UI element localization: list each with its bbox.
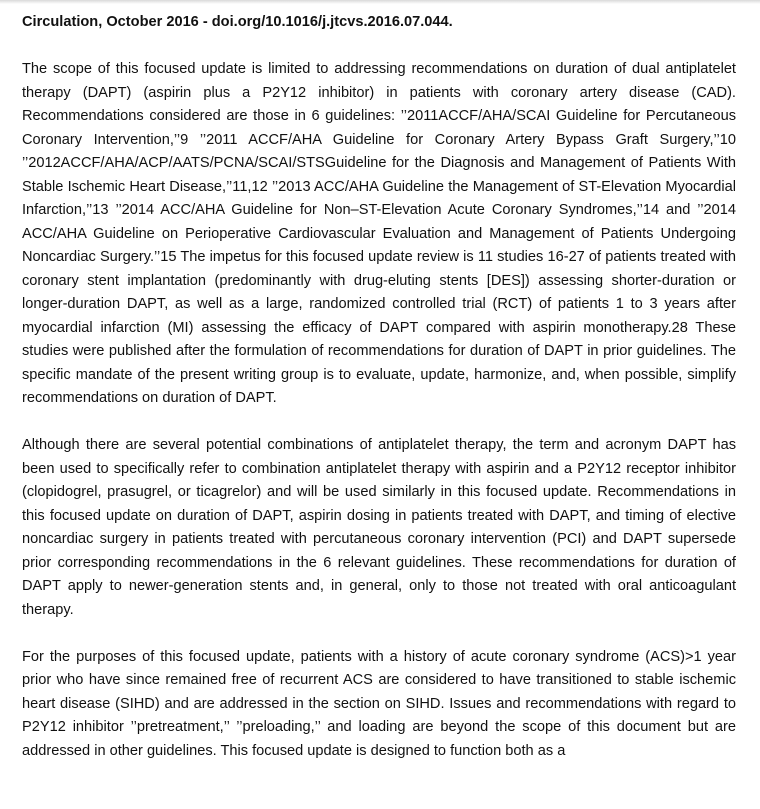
paragraph-scope: The scope of this focused update is limited to addressing recommendations on duration of dual antiplatelet therapy (DAPT) (aspirin plus a P2Y12 inhibitor) in patients with coronary artery disease (CAD). Recommendations considered are those in 6 guidelines: ’’2011ACCF/AHA/SCAI Guideline for Percutaneous Coronary Intervention,’’9 ’’2011 ACCF/AHA Guideline for Coronary Artery Bypass Graft Surgery,’’10 ’’2012ACCF/AHA/ACP/AATS/PCNA/SCAI/STSGuideline for the Diagnosis and Management of Patients With Stable Ischemic Heart Disease,’’11,12 ’’2013 ACC/AHA Guideline the Management of ST-Elevation Myocardial Infarction,’’13 ’’2014 ACC/AHA Guideline for Non–ST-Elevation Acute Coronary Syndromes,’’14 and ’’2014 ACC/AHA Guideline on Perioperative Cardiovascular Evaluation and Management of Patients Undergoing Noncardiac Surgery.’’15 The impetus for this focused update review is 11 studies 16-27 of patients treated with coronary stent implantation (predominantly with drug-eluting stents [DES]) assessing shorter-duration or longer-duration DAPT, as well as a large, randomized controlled trial (RCT) of patients 1 to 3 years after myocardial infarction (MI) assessing the efficacy of DAPT compared with aspirin monotherapy.28 These studies were published after the formulation of recommendations for duration of DAPT in prior guidelines. The specific mandate of the present writing group is to evaluate, update, harmonize, and, when possible, simplify recommendations on duration of DAPT. <box>22 61 736 406</box>
top-shadow <box>0 0 760 4</box>
paragraph-purposes: For the purposes of this focused update, patients with a history of acute coronary syndrome (ACS)>1 year prior who have since remained free of recurrent ACS are considered to have transitioned to stable ischemic heart disease (SIHD) and are addressed in the section on SIHD. Issues and recommendations with regard to P2Y12 inhibitor ’’pretreatment,’’ ’’preloading,’’ and loading are beyond the scope of this document but are addressed in other guidelines. This focused update is designed to function both as a <box>22 648 736 759</box>
document-body <box>22 11 736 787</box>
paragraph-dapt-definition: Although there are several potential combinations of antiplatelet therapy, the term and acronym DAPT has been used to specifically refer to combination antiplatelet therapy with aspirin and a P2Y12 receptor inhibitor (clopidogrel, prasugrel, or ticagrelor) and will be used similarly in this focused update. Recommendations in this focused update on duration of DAPT, aspirin dosing in patients treated with DAPT, and timing of elective noncardiac surgery in patients treated with percutaneous coronary intervention (PCI) and DAPT supersede prior corresponding recommendations in the 6 relevant guidelines. These recommendations for duration of DAPT apply to newer-generation stents and, in general, only to those not treated with oral anticoagulant therapy. <box>22 437 736 618</box>
citation-heading: Circulation, October 2016 - doi.org/10.1016/j.jtcvs.2016.07.044. <box>22 14 453 30</box>
